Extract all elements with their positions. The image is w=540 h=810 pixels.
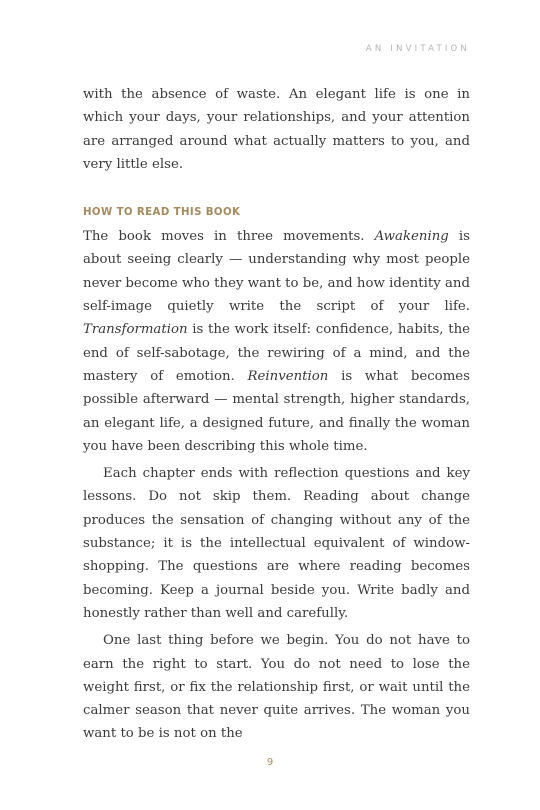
paragraph-text: is what becomes possible afterward — mental strength, higher standards, an elegant life, a designed future, and finally the woman you have been describing this whole time.: [83, 368, 470, 454]
page-number: 9: [266, 757, 274, 768]
paragraph-movements: [83, 225, 470, 458]
section-heading: HOW TO READ THIS BOOK: [83, 207, 241, 219]
paragraph-text: The book moves in three movements.: [83, 229, 375, 245]
continued-paragraph: with the absence of waste. An elegant life is one in which your days, your relationships, and your attention are arranged around what actually matters to you, and very little else.: [83, 87, 470, 172]
paragraph-text: is about seeing clearly — understanding why most people never become who they want to be, and how identity and self-image quietly write the script of your life.: [83, 229, 470, 315]
running-header: AN INVITATION: [365, 44, 470, 54]
italic-term-reinvention: Reinvention: [247, 368, 329, 384]
paragraph-reflection: Each chapter ends with reflection questions and key lessons. Do not skip them. Reading about change produces the sensation of changing without any of the substance; it is the intellectual equivalent of window-shopping. The questions are where reading becomes becoming. Keep a journal beside you. Write badly and honestly rather than well and carefully.: [83, 466, 470, 621]
paragraph-text: is the work itself: confidence, habits, the end of self-sabotage, the rewiring of a mind, and the mastery of emotion.: [83, 322, 470, 384]
paragraph-last-thing: One last thing before we begin. You do not have to earn the right to start. You do not need to lose the weight first, or fix the relationship first, or wait until the calmer season that never quite arrives. The woman you want to be is not on the: [83, 633, 470, 742]
italic-term-awakening: Awakening: [374, 229, 449, 245]
page-body: [83, 83, 470, 746]
italic-term-transformation: Transformation: [83, 322, 188, 338]
